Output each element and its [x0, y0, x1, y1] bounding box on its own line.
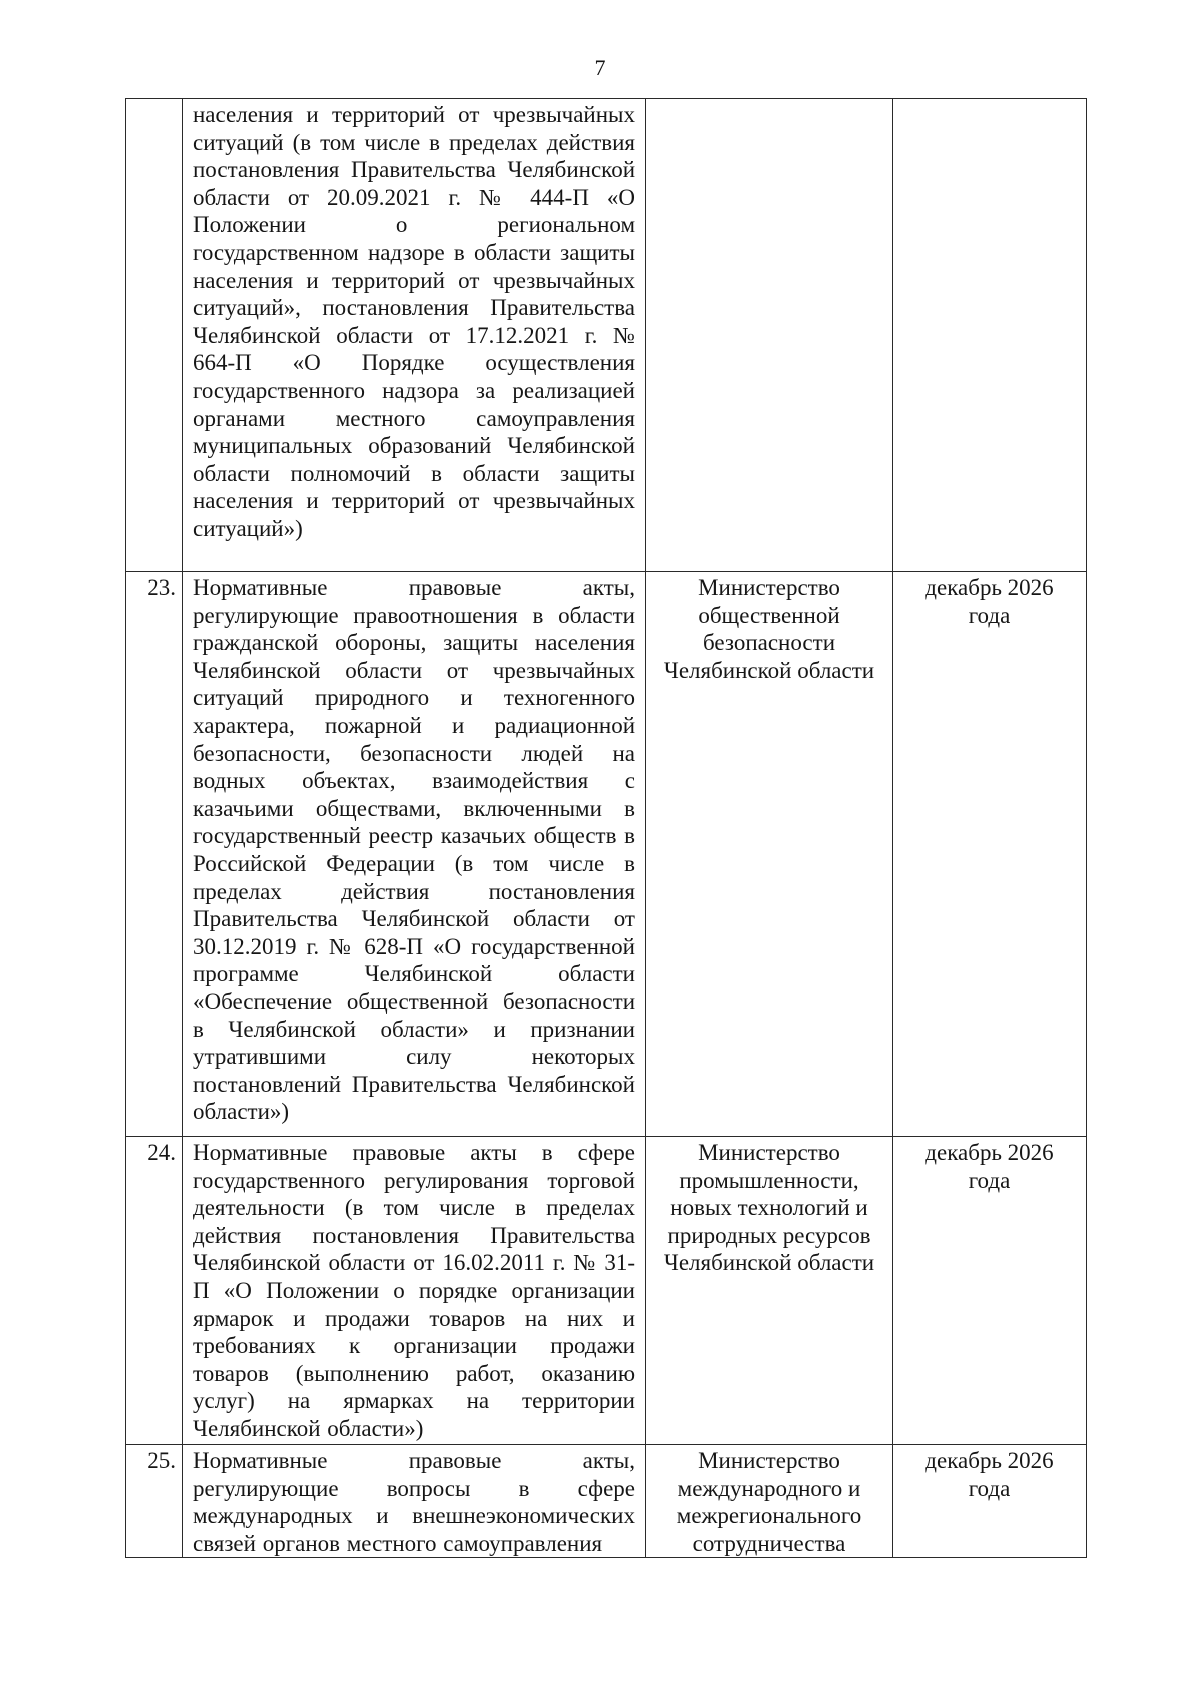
row-deadline: декабрь 2026 года: [893, 572, 1087, 1137]
row-description: Нормативные правовые акты, регулирующие правоотношения в области гражданской обороны, защиты населения Челябинской области от чрезвычайных ситуаций природного и техногенного характера, пожарной и радиационной безопасности, безопасности людей на водных объектах, взаимодействия с казачьими обществами, включенными в государственный реестр казачьих обществ в Российской Федерации (в том числе в пределах действия постановления Правительства Челябинской области от 30.12.2019 г. № 628-П «О государственной программе Челябинской области «Обеспечение общественной безопасности в Челябинской области» и признании утратившими силу некоторых постановлений Правительства Челябинской области»): [183, 572, 646, 1137]
table-row: [126, 99, 1087, 572]
row-number: 24.: [126, 1137, 183, 1445]
row-description: Нормативные правовые акты в сфере государственного регулирования торговой деятельности (в том числе в пределах действия постановления Правительства Челябинской области от 16.02.2011 г. № 31-П «О Положении о порядке организации ярмарок и продажи товаров на них и требованиях к организации продажи товаров (выполнению работ, оказанию услуг) на ярмарках на территории Челябинской области»): [183, 1137, 646, 1445]
plan-table: [125, 98, 1087, 1558]
row-deadline: [893, 99, 1087, 572]
row-description: населения и территорий от чрезвычайных ситуаций (в том числе в пределах действия постановления Правительства Челябинской области от 20.09.2021 г. № 444-П «О Положении о региональном государственном надзоре в области защиты населения и территорий от чрезвычайных ситуаций», постановления Правительства Челябинской области от 17.12.2021 г. № 664-П «О Порядке осуществления государственного надзора за реализацией органами местного самоуправления муниципальных образований Челябинской области полномочий в области защиты населения и территорий от чрезвычайных ситуаций»): [183, 99, 646, 572]
table-row: [126, 1445, 1087, 1558]
page-number: 7: [594, 55, 606, 80]
row-number: 25.: [126, 1445, 183, 1558]
row-responsible: [646, 99, 893, 572]
row-deadline: декабрь 2026 года: [893, 1445, 1087, 1558]
row-description: Нормативные правовые акты, регулирующие вопросы в сфере международных и внешнеэкономических связей органов местного самоуправления: [183, 1445, 646, 1558]
row-number: 23.: [126, 572, 183, 1137]
row-responsible: Министерство промышленности, новых технологий и природных ресурсов Челябинской области: [646, 1137, 893, 1445]
row-number: [126, 99, 183, 572]
table-row: [126, 1137, 1087, 1445]
table-row: [126, 572, 1087, 1137]
row-deadline: декабрь 2026 года: [893, 1137, 1087, 1445]
row-responsible: Министерство международного и межрегионального сотрудничества: [646, 1445, 893, 1558]
row-responsible: Министерство общественной безопасности Челябинской области: [646, 572, 893, 1137]
